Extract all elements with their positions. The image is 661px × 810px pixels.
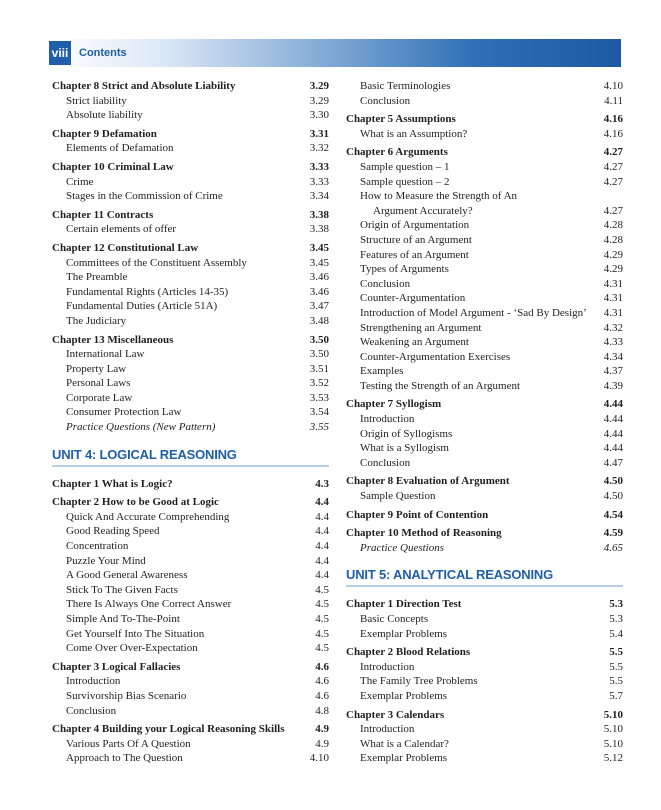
toc-entry[interactable] — [346, 722, 623, 737]
entry-page-number: 3.54 — [309, 406, 329, 419]
entry-title: Quick And Accurate Comprehending — [66, 510, 230, 523]
toc-entry[interactable] — [52, 270, 329, 285]
entry-title: Origin of Syllogisms — [360, 427, 453, 440]
entry-title: Strict liability — [66, 94, 127, 107]
toc-entry[interactable] — [346, 627, 623, 642]
entry-title: Committees of the Constituent Assembly — [66, 256, 247, 269]
entry-page-number: 4.47 — [603, 456, 623, 469]
entry-title: The Preamble — [66, 271, 128, 284]
entry-page-number: 4.31 — [603, 292, 623, 305]
chapter-entry[interactable] — [346, 474, 623, 489]
entry-title: Chapter 9 Point of Contention — [346, 508, 489, 521]
entry-page-number: 4.28 — [603, 233, 623, 246]
entry-page-number: 3.45 — [309, 256, 329, 269]
entry-page-number: 5.5 — [609, 660, 623, 673]
entry-page-number: 3.32 — [309, 142, 329, 155]
entry-page-number: 3.51 — [309, 362, 329, 375]
entry-title: Simple And To-The-Point — [66, 613, 180, 625]
toc-entry[interactable] — [52, 689, 329, 704]
entry-title: Come Over Over-Expectation — [66, 642, 198, 655]
entry-page-number: 4.54 — [603, 508, 623, 521]
entry-title: Chapter 4 Building your Logical Reasoning Skills — [52, 723, 285, 736]
entry-page-number: 4.4 — [315, 540, 329, 553]
toc-entry[interactable] — [52, 391, 329, 406]
entry-title: Chapter 9 Defamation — [52, 127, 157, 140]
toc-entry[interactable] — [346, 335, 623, 350]
entry-title: Chapter 8 Evaluation of Argument — [346, 475, 510, 488]
toc-entry[interactable] — [52, 222, 329, 237]
entry-title: Fundamental Rights (Articles 14-35) — [66, 285, 229, 298]
entry-page-number: 4.5 — [315, 642, 329, 655]
toc-entry[interactable] — [346, 350, 623, 365]
entry-page-number: 4.4 — [315, 525, 329, 538]
entry-page-number: 3.29 — [309, 94, 329, 107]
entry-page-number: 4.16 — [603, 127, 623, 140]
entry-page-number: 5.3 — [609, 613, 623, 625]
entry-page-number: 3.52 — [309, 377, 329, 390]
toc-entry[interactable] — [52, 376, 329, 391]
entry-title: Chapter 1 What is Logic? — [52, 477, 173, 490]
toc-entry[interactable] — [52, 641, 329, 656]
toc-entry[interactable] — [346, 660, 623, 675]
entry-title: Certain elements of offer — [66, 223, 177, 236]
toc-entry[interactable] — [346, 737, 623, 752]
unit-heading: UNIT 4: LOGICAL REASONING — [52, 445, 329, 467]
entry-title: Exemplar Problems — [360, 752, 448, 765]
entry-page-number: 4.28 — [603, 219, 623, 232]
entry-title: Corporate Law — [66, 391, 133, 404]
entry-title: Chapter 3 Logical Fallacies — [52, 660, 181, 673]
page-number-badge: viii — [49, 41, 71, 65]
chapter-entry[interactable] — [52, 477, 329, 492]
entry-page-number: 3.47 — [309, 300, 329, 313]
toc-entry[interactable] — [52, 627, 329, 642]
entry-page-number: 4.44 — [603, 427, 623, 440]
entry-title: Argument Accurately? — [373, 204, 473, 217]
entry-title: Basic Terminologies — [360, 80, 451, 92]
entry-page-number: 4.5 — [315, 583, 329, 596]
entry-title: Practice Questions — [360, 541, 445, 554]
toc-entry[interactable] — [52, 583, 329, 598]
entry-page-number: 5.10 — [603, 723, 623, 736]
toc-entry[interactable] — [52, 612, 329, 627]
entry-title: Get Yourself Into The Situation — [66, 627, 205, 640]
chapter-entry[interactable] — [52, 127, 329, 142]
entry-title: Survivorship Bias Scenario — [66, 689, 187, 702]
toc-entry[interactable] — [346, 277, 623, 292]
entry-title: Examples — [360, 365, 404, 378]
entry-page-number: 4.50 — [603, 490, 623, 503]
entry-page-number: 4.31 — [603, 277, 623, 290]
entry-title: Consumer Protection Law — [66, 406, 182, 419]
chapter-entry[interactable] — [52, 208, 329, 223]
entry-title: Conclusion — [360, 277, 411, 290]
chapter-entry[interactable] — [52, 722, 329, 737]
toc-entry[interactable] — [52, 141, 329, 156]
entry-page-number: 4.34 — [603, 350, 623, 363]
entry-page-number: 4.37 — [603, 365, 623, 378]
toc-entry[interactable] — [346, 127, 623, 142]
entry-page-number: 3.33 — [309, 175, 329, 188]
toc-entry[interactable] — [346, 79, 623, 94]
entry-title: Concentration — [66, 540, 129, 553]
chapter-entry[interactable] — [346, 645, 623, 660]
toc-entry[interactable] — [52, 94, 329, 109]
toc-entry[interactable] — [52, 285, 329, 300]
entry-title: Exemplar Problems — [360, 689, 448, 702]
entry-page-number: 4.44 — [603, 398, 623, 411]
toc-entry[interactable] — [346, 751, 623, 766]
toc-entry[interactable] — [346, 456, 623, 471]
entry-page-number: 3.30 — [309, 109, 329, 122]
entry-page-number: 4.31 — [603, 306, 623, 319]
entry-title: Fundamental Duties (Article 51A) — [66, 300, 218, 313]
entry-title: Exemplar Problems — [360, 627, 448, 640]
entry-page-number: 3.55 — [309, 421, 329, 434]
entry-title: Origin of Argumentation — [360, 219, 470, 232]
entry-page-number: 3.31 — [309, 127, 329, 140]
toc-entry[interactable] — [346, 218, 623, 233]
toc-entry[interactable] — [52, 704, 329, 719]
entry-page-number: 4.27 — [603, 160, 623, 173]
toc-entry[interactable] — [346, 441, 623, 456]
entry-title: Introduction — [360, 660, 415, 673]
entry-page-number: 4.44 — [603, 442, 623, 455]
entry-title: Chapter 5 Assumptions — [346, 113, 456, 126]
chapter-entry[interactable] — [52, 160, 329, 175]
toc-entry[interactable] — [346, 427, 623, 442]
toc-entry[interactable] — [346, 489, 623, 504]
entry-title: Introduction — [66, 675, 121, 688]
entry-page-number: 4.4 — [315, 554, 329, 567]
toc-entry[interactable] — [52, 347, 329, 362]
entry-title: There Is Always One Correct Answer — [66, 598, 232, 611]
toc-entry[interactable] — [346, 248, 623, 263]
toc-entry[interactable] — [52, 405, 329, 420]
unit-heading: UNIT 5: ANALYTICAL REASONING — [346, 565, 623, 587]
entry-page-number: 4.9 — [315, 737, 329, 750]
entry-page-number: 3.38 — [309, 223, 329, 236]
chapter-entry[interactable] — [52, 333, 329, 348]
entry-title: Introduction — [360, 723, 415, 736]
entry-page-number: 4.4 — [315, 569, 329, 582]
entry-title: Chapter 1 Direction Test — [346, 598, 462, 611]
toc-entry[interactable] — [346, 291, 623, 306]
header-title: Contents — [79, 47, 127, 59]
entry-page-number: 4.27 — [603, 204, 623, 217]
chapter-entry[interactable] — [346, 112, 623, 127]
entry-title: Chapter 12 Constitutional Law — [52, 241, 199, 254]
right-toc-column — [346, 79, 623, 766]
entry-title: Property Law — [66, 362, 127, 375]
chapter-entry[interactable] — [52, 79, 329, 94]
entry-page-number: 4.6 — [315, 660, 329, 673]
toc-entry[interactable] — [346, 262, 623, 277]
entry-page-number: 4.29 — [603, 263, 623, 276]
entry-page-number: 4.50 — [603, 475, 623, 488]
entry-title: Stages in the Commission of Crime — [66, 190, 223, 203]
entry-page-number: 4.5 — [315, 598, 329, 611]
toc-entry[interactable] — [346, 321, 623, 336]
toc-entry[interactable] — [52, 108, 329, 123]
entry-page-number: 3.50 — [309, 333, 329, 346]
toc-entry[interactable] — [52, 362, 329, 377]
entry-page-number: 4.27 — [603, 175, 623, 188]
chapter-entry[interactable] — [346, 526, 623, 541]
entry-title: Testing the Strength of an Argument — [360, 379, 521, 392]
chapter-entry[interactable] — [346, 397, 623, 412]
entry-page-number: 3.48 — [309, 314, 329, 327]
entry-title: Structure of an Argument — [360, 233, 472, 246]
entry-page-number: 5.12 — [603, 752, 623, 765]
chapter-entry[interactable] — [52, 495, 329, 510]
entry-title: Chapter 3 Calendars — [346, 708, 445, 721]
toc-entry[interactable] — [52, 299, 329, 314]
entry-title: Counter-Argumentation — [360, 292, 466, 305]
entry-title: Chapter 11 Contracts — [52, 208, 154, 221]
toc-entry[interactable] — [346, 379, 623, 394]
entry-page-number: 3.50 — [309, 348, 329, 361]
entry-title: Chapter 7 Syllogism — [346, 398, 442, 411]
entry-title: How to Measure the Strength of An — [360, 190, 518, 203]
entry-page-number: 5.5 — [609, 675, 623, 688]
entry-page-number: 4.10 — [309, 752, 329, 765]
toc-entry[interactable] — [346, 612, 623, 627]
entry-title: Approach to The Question — [66, 752, 183, 765]
entry-page-number: 3.46 — [309, 285, 329, 298]
entry-page-number: 3.38 — [309, 208, 329, 221]
chapter-entry[interactable] — [346, 708, 623, 723]
entry-title: What is a Calendar? — [360, 737, 449, 750]
entry-title: Conclusion — [360, 94, 411, 107]
entry-title: The Judiciary — [66, 314, 127, 327]
entry-title: Practice Questions (New Pattern) — [66, 421, 216, 434]
entry-title: Elements of Defamation — [66, 142, 174, 155]
entry-title: Chapter 8 Strict and Absolute Liability — [52, 80, 236, 92]
entry-page-number: 5.5 — [609, 646, 623, 659]
entry-title: Chapter 10 Method of Reasoning — [346, 527, 502, 540]
entry-title: Chapter 10 Criminal Law — [52, 160, 174, 173]
entry-title: Features of an Argument — [360, 248, 469, 261]
toc-entry[interactable] — [52, 256, 329, 271]
toc-entry[interactable] — [52, 510, 329, 525]
entry-page-number: 4.59 — [603, 527, 623, 540]
entry-page-number: 4.29 — [603, 248, 623, 261]
entry-title: Chapter 2 How to be Good at Logic — [52, 496, 219, 509]
entry-title: Chapter 6 Arguments — [346, 146, 448, 159]
entry-title: Puzzle Your Mind — [66, 554, 146, 567]
entry-title: A Good General Awareness — [66, 569, 188, 582]
toc-entry[interactable] — [346, 689, 623, 704]
entry-title: International Law — [66, 348, 145, 361]
entry-title: Chapter 13 Miscellaneous — [52, 333, 174, 346]
left-toc-column — [52, 79, 329, 766]
entry-page-number: 4.9 — [315, 723, 329, 736]
entry-page-number: 4.65 — [603, 541, 623, 554]
entry-title: Absolute liability — [66, 109, 143, 122]
toc-entry[interactable] — [52, 568, 329, 583]
toc-entry[interactable] — [52, 674, 329, 689]
entry-title: Types of Arguments — [360, 263, 449, 276]
toc-entry[interactable] — [52, 175, 329, 190]
entry-title: Introduction of Model Argument - ‘Sad By Design’ — [360, 306, 587, 319]
entry-title: Sample question – 2 — [360, 175, 450, 188]
entry-title: Conclusion — [360, 456, 411, 469]
practice-questions-entry[interactable] — [52, 420, 329, 435]
entry-page-number: 3.34 — [309, 190, 329, 203]
entry-page-number: 4.6 — [315, 675, 329, 688]
toc-entry[interactable] — [346, 189, 623, 204]
entry-page-number: 4.16 — [603, 113, 623, 126]
entry-page-number: 3.46 — [309, 271, 329, 284]
entry-title: Counter-Argumentation Exercises — [360, 350, 511, 363]
toc-entry[interactable] — [52, 554, 329, 569]
entry-page-number: 4.6 — [315, 689, 329, 702]
entry-page-number: 4.5 — [315, 627, 329, 640]
entry-title: Conclusion — [66, 704, 117, 717]
entry-page-number: 4.33 — [603, 336, 623, 349]
entry-page-number: 4.4 — [315, 496, 329, 509]
entry-page-number: 5.10 — [603, 737, 623, 750]
chapter-entry[interactable] — [52, 660, 329, 675]
entry-page-number: 4.39 — [603, 379, 623, 392]
toc-entry[interactable] — [346, 233, 623, 248]
entry-title: Stick To The Given Facts — [66, 583, 178, 596]
entry-title: Crime — [66, 175, 94, 188]
entry-page-number: 4.5 — [315, 613, 329, 625]
entry-title: Good Reading Speed — [66, 525, 160, 538]
entry-page-number: 4.10 — [603, 80, 623, 92]
entry-page-number: 5.3 — [609, 598, 623, 611]
toc-entry[interactable] — [52, 189, 329, 204]
entry-title: Chapter 2 Blood Relations — [346, 646, 471, 659]
toc-entry[interactable] — [346, 674, 623, 689]
entry-page-number: 3.45 — [309, 241, 329, 254]
toc-entry[interactable] — [52, 597, 329, 612]
entry-page-number: 4.3 — [315, 477, 329, 490]
entry-title: Sample question – 1 — [360, 160, 450, 173]
toc-entry[interactable] — [52, 751, 329, 766]
entry-page-number: 4.11 — [604, 94, 623, 107]
entry-title: Personal Laws — [66, 377, 131, 390]
entry-title: Introduction — [360, 413, 415, 426]
toc-entry[interactable] — [346, 175, 623, 190]
entry-page-number: 4.4 — [315, 510, 329, 523]
entry-title: Basic Concepts — [360, 613, 429, 625]
entry-title: What is an Assumption? — [360, 127, 468, 140]
chapter-entry[interactable] — [346, 508, 623, 523]
toc-entry[interactable] — [52, 737, 329, 752]
entry-title: Strengthening an Argument — [360, 321, 482, 334]
entry-title: Sample Question — [360, 490, 436, 503]
toc-entry[interactable] — [52, 524, 329, 539]
entry-page-number: 5.4 — [609, 627, 623, 640]
entry-title: Weakening an Argument — [360, 336, 469, 349]
entry-page-number: 5.7 — [609, 689, 623, 702]
chapter-entry[interactable] — [346, 597, 623, 612]
entry-page-number: 5.10 — [603, 708, 623, 721]
toc-entry[interactable] — [52, 539, 329, 554]
entry-page-number: 3.29 — [309, 80, 329, 92]
entry-title: What is a Syllogism — [360, 442, 449, 455]
entry-title: Various Parts Of A Question — [66, 737, 191, 750]
entry-page-number: 4.44 — [603, 413, 623, 426]
chapter-entry[interactable] — [52, 241, 329, 256]
toc-entry[interactable] — [346, 412, 623, 427]
toc-entry[interactable] — [346, 160, 623, 175]
entry-page-number: 3.53 — [309, 391, 329, 404]
contents-header — [49, 39, 621, 67]
entry-title: The Family Tree Problems — [360, 675, 478, 688]
chapter-entry[interactable] — [346, 145, 623, 160]
entry-page-number: 4.27 — [603, 146, 623, 159]
toc-entry[interactable] — [346, 364, 623, 379]
entry-page-number: 3.33 — [309, 160, 329, 173]
practice-questions-entry[interactable] — [346, 541, 623, 556]
entry-page-number: 4.32 — [603, 321, 623, 334]
toc-entry[interactable] — [52, 314, 329, 329]
toc-entry[interactable] — [346, 94, 623, 109]
entry-page-number: 4.8 — [315, 704, 329, 717]
toc-entry-continuation[interactable] — [346, 204, 623, 219]
toc-entry[interactable] — [346, 306, 623, 321]
